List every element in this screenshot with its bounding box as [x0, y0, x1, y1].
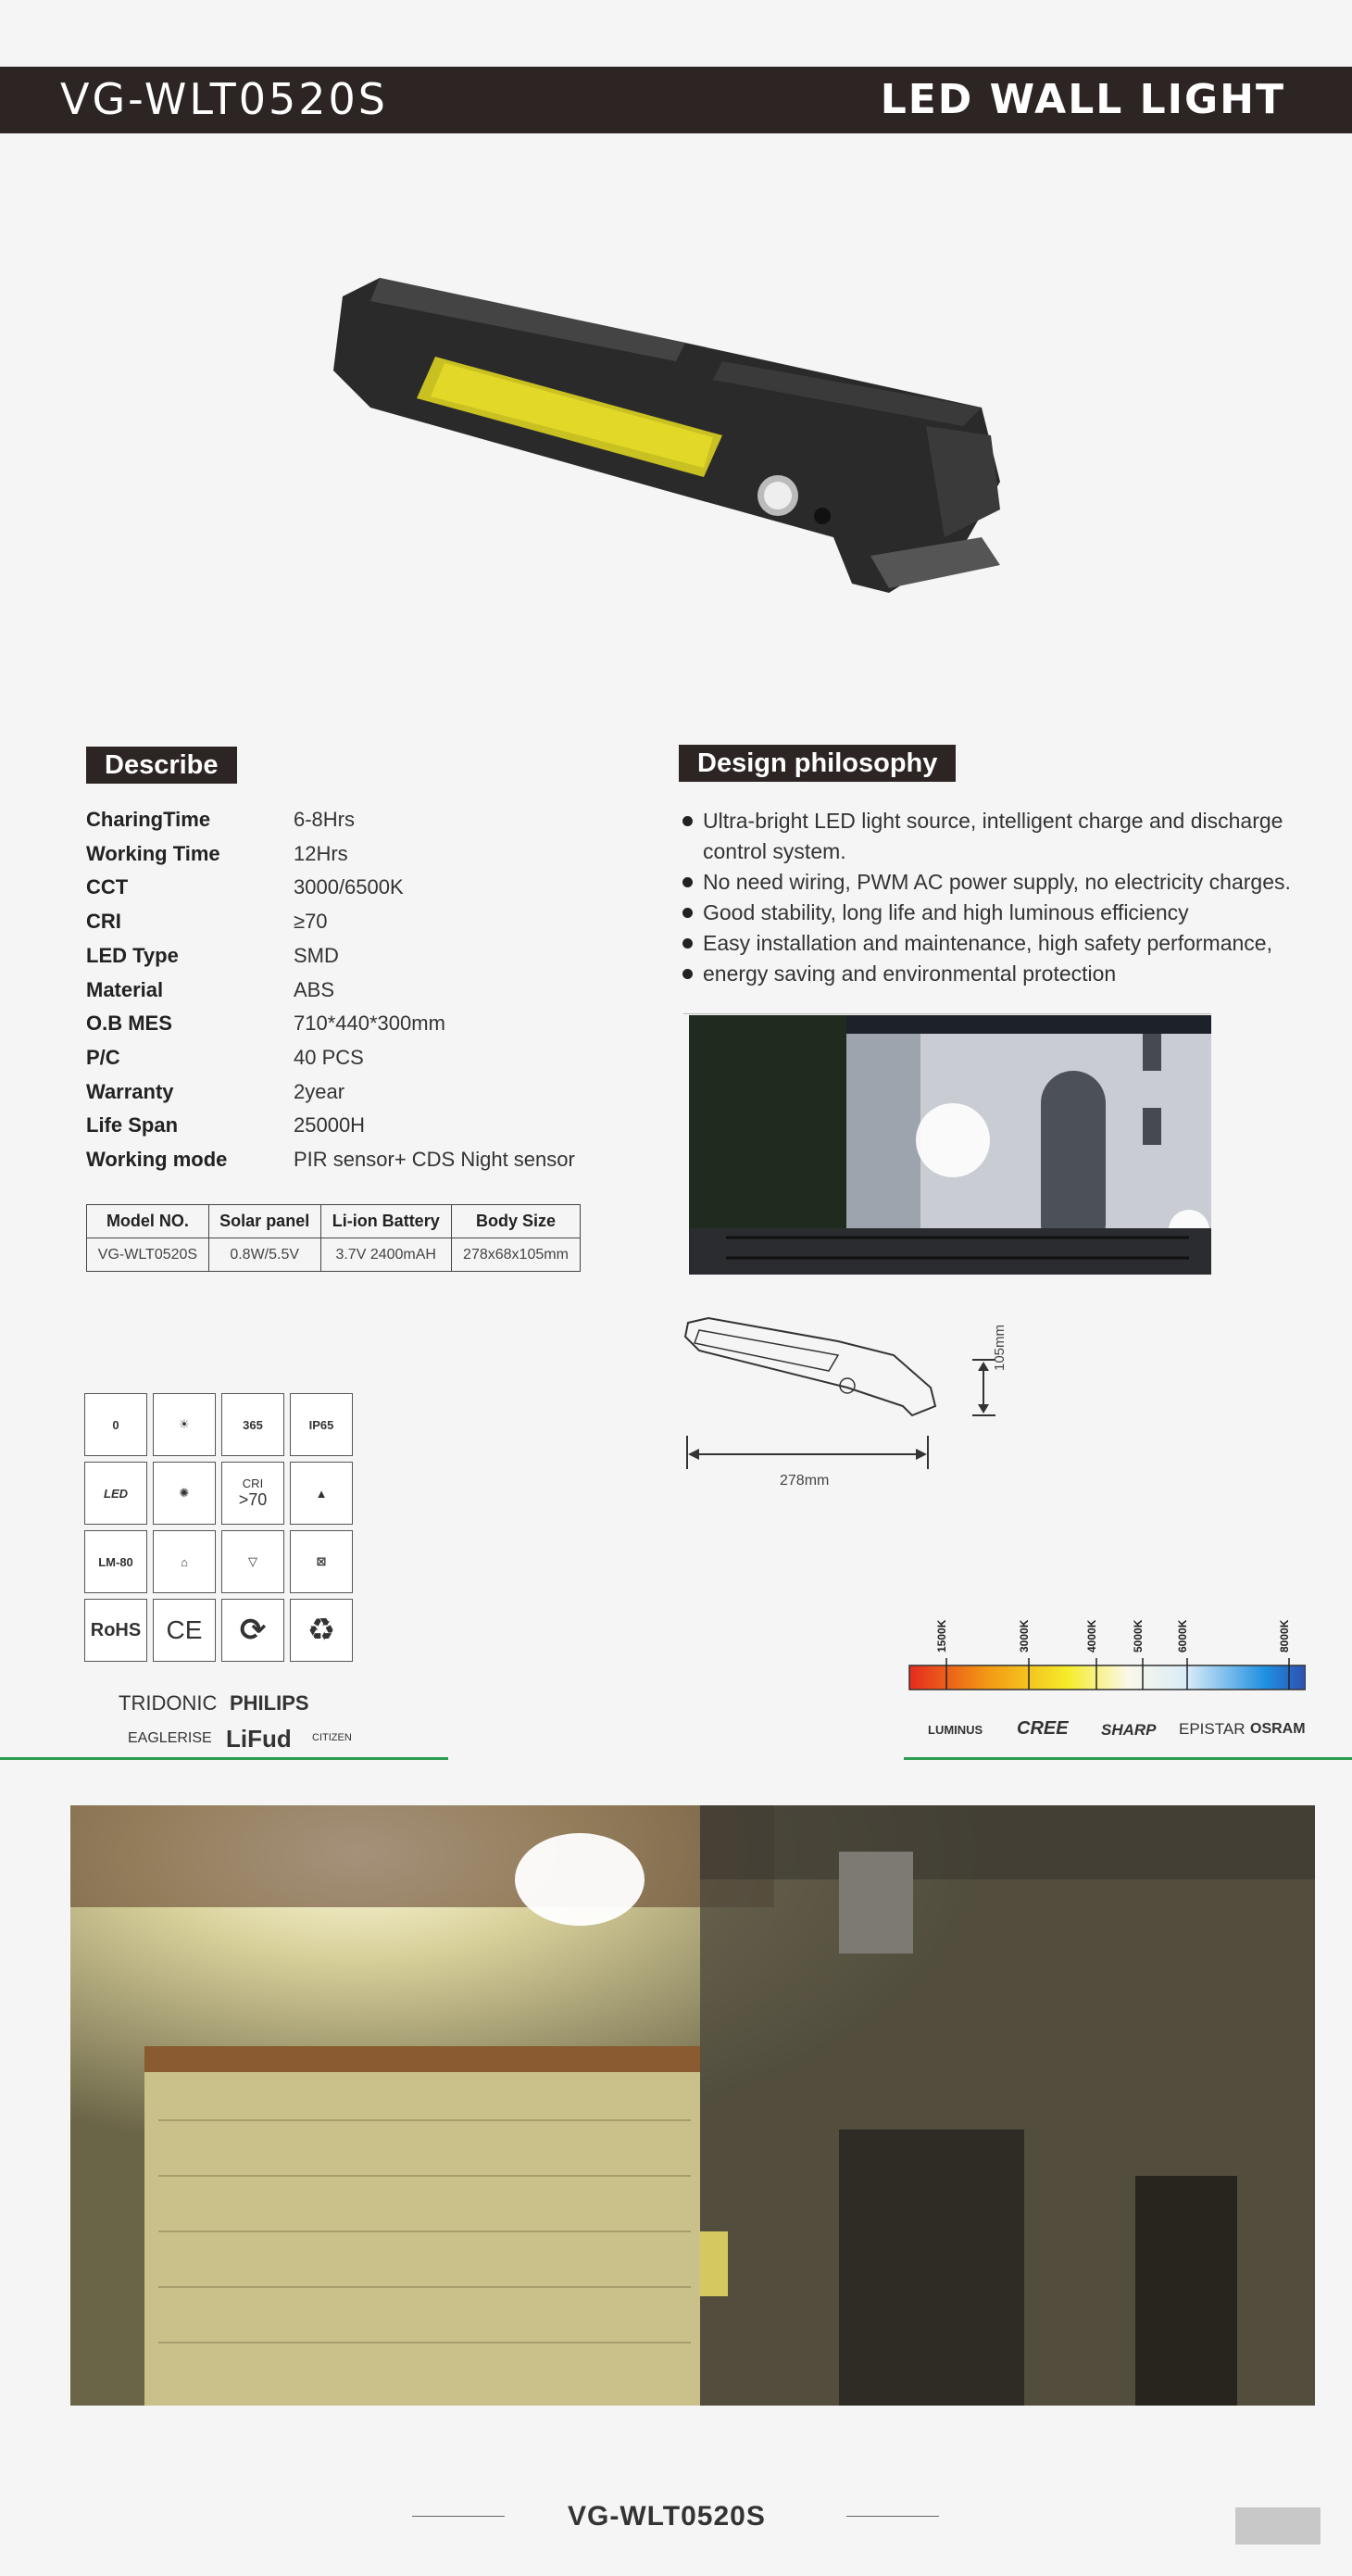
- brand-luminus: LUMINUS: [928, 1723, 983, 1737]
- table-cell: VG-WLT0520S: [87, 1238, 209, 1272]
- table-cell: 3.7V 2400mAH: [320, 1238, 451, 1272]
- table-header: Model NO.: [87, 1205, 209, 1238]
- solar-panel-icon: ☀: [153, 1393, 216, 1456]
- spec-value: 2year: [294, 1079, 345, 1103]
- lamp-icon: ▲: [290, 1462, 353, 1525]
- bullet-item: Easy installation and maintenance, high safety performance,: [679, 928, 1327, 959]
- brand-tridonic: TRIDONIC: [119, 1691, 218, 1715]
- spec-value: 40 PCS: [294, 1045, 364, 1069]
- product-image: [315, 259, 1019, 611]
- footer-model: VG-WLT0520S: [568, 2501, 766, 2532]
- spec-label: Working Time: [86, 841, 220, 865]
- day-night-icon: ✺: [153, 1462, 216, 1525]
- garage-night-photo: [70, 1805, 1315, 2406]
- table-header: Body Size: [451, 1205, 580, 1238]
- bullet-item: energy saving and environmental protection: [679, 959, 1327, 989]
- bullet-item: No need wiring, PWM AC power supply, no electricity charges.: [679, 867, 1327, 898]
- table-cell: 0.8W/5.5V: [208, 1238, 320, 1272]
- footer-rule-right: [846, 2516, 939, 2517]
- table-header: Li-ion Battery: [320, 1205, 451, 1238]
- cct-label: 3000K: [1018, 1619, 1031, 1652]
- rohs-icon: RoHS: [84, 1599, 147, 1662]
- brand-epistar: EPISTAR: [1179, 1720, 1246, 1738]
- spec-value: PIR sensor+ CDS Night sensor: [294, 1148, 575, 1171]
- footer-rule-left: [412, 2516, 505, 2517]
- cct-label: 6000K: [1176, 1619, 1189, 1652]
- warranty-365-icon: 365: [221, 1393, 284, 1456]
- spec-value: 3000/6500K: [294, 875, 404, 899]
- spec-label: Material: [86, 977, 164, 1001]
- spec-label: Working mode: [86, 1148, 228, 1171]
- house-icon: ⌂: [153, 1530, 216, 1593]
- divider: [683, 1013, 1211, 1014]
- back-to-top-button[interactable]: [1235, 2507, 1321, 2545]
- night-photo: [689, 1015, 1211, 1275]
- dimension-height: 105mm: [992, 1324, 1008, 1371]
- brand-philips: PHILIPS: [230, 1691, 309, 1715]
- cct-label: 1500K: [935, 1619, 948, 1652]
- spec-label: CRI: [86, 910, 121, 934]
- cct-scale: [908, 1612, 1306, 1695]
- brand-eaglerise: EAGLERISE: [128, 1730, 212, 1746]
- bullet-item: Ultra-bright LED light source, intelligent charge and discharge control system.: [679, 806, 1327, 867]
- recycle-icon: ♻: [290, 1599, 353, 1662]
- green-rule-left: [0, 1757, 448, 1760]
- weee-icon: ⊠: [290, 1530, 353, 1593]
- spec-value: ABS: [294, 977, 335, 1001]
- spec-value: 25000H: [294, 1113, 366, 1137]
- ip65-icon: IP65: [290, 1393, 353, 1456]
- design-heading: Design philosophy: [679, 745, 956, 782]
- cct-label: 4000K: [1085, 1619, 1098, 1652]
- feature-icon-grid: [84, 1393, 353, 1662]
- ce-icon: CE: [153, 1599, 216, 1662]
- f-mark-icon: ▽: [221, 1530, 284, 1593]
- table-header: Solar panel: [208, 1205, 320, 1238]
- dimension-width: 278mm: [780, 1473, 830, 1489]
- spec-label: O.B MES: [86, 1012, 172, 1036]
- header-model: VG-WLT0520S: [60, 74, 388, 124]
- brand-osram: OSRAM: [1250, 1721, 1306, 1737]
- cct-label: 8000K: [1278, 1619, 1291, 1652]
- spec-value: ≥70: [294, 910, 328, 934]
- bullet-item: Good stability, long life and high luminous efficiency: [679, 898, 1327, 928]
- spec-label: Life Span: [86, 1113, 179, 1137]
- spec-value: 710*440*300mm: [294, 1012, 445, 1036]
- battery-cycle-icon: 0: [84, 1393, 147, 1456]
- spec-label: CCT: [86, 875, 129, 899]
- header-title: LED WALL LIGHT: [880, 76, 1285, 123]
- brand-lifud: LiFud: [226, 1725, 292, 1753]
- spec-label: CharingTime: [86, 808, 211, 831]
- brand-citizen: CITIZEN: [312, 1732, 352, 1743]
- header-bar: [0, 67, 1352, 133]
- spec-value: SMD: [294, 943, 339, 967]
- lm80-icon: LM-80: [84, 1530, 147, 1593]
- spec-label: LED Type: [86, 943, 179, 967]
- led-icon: LED: [84, 1462, 147, 1525]
- cri-icon: CRI >70: [221, 1462, 284, 1525]
- green-rule-right: [904, 1757, 1352, 1760]
- spec-label: P/C: [86, 1045, 120, 1069]
- brand-sharp: SHARP: [1101, 1721, 1157, 1739]
- spec-list: [86, 808, 605, 1178]
- spec-value: 6-8Hrs: [294, 808, 356, 831]
- design-bullets: [679, 806, 1327, 989]
- table-cell: 278x68x105mm: [451, 1238, 580, 1272]
- brand-cree: CREE: [1017, 1718, 1069, 1739]
- cct-label: 5000K: [1132, 1619, 1145, 1652]
- describe-heading: Describe: [86, 747, 237, 784]
- spec-value: 12Hrs: [294, 841, 348, 865]
- model-table: [86, 1204, 581, 1272]
- dimension-drawing: [681, 1313, 1033, 1499]
- recycle-arrow-icon: ⟳: [221, 1599, 284, 1662]
- spec-label: Warranty: [86, 1079, 174, 1103]
